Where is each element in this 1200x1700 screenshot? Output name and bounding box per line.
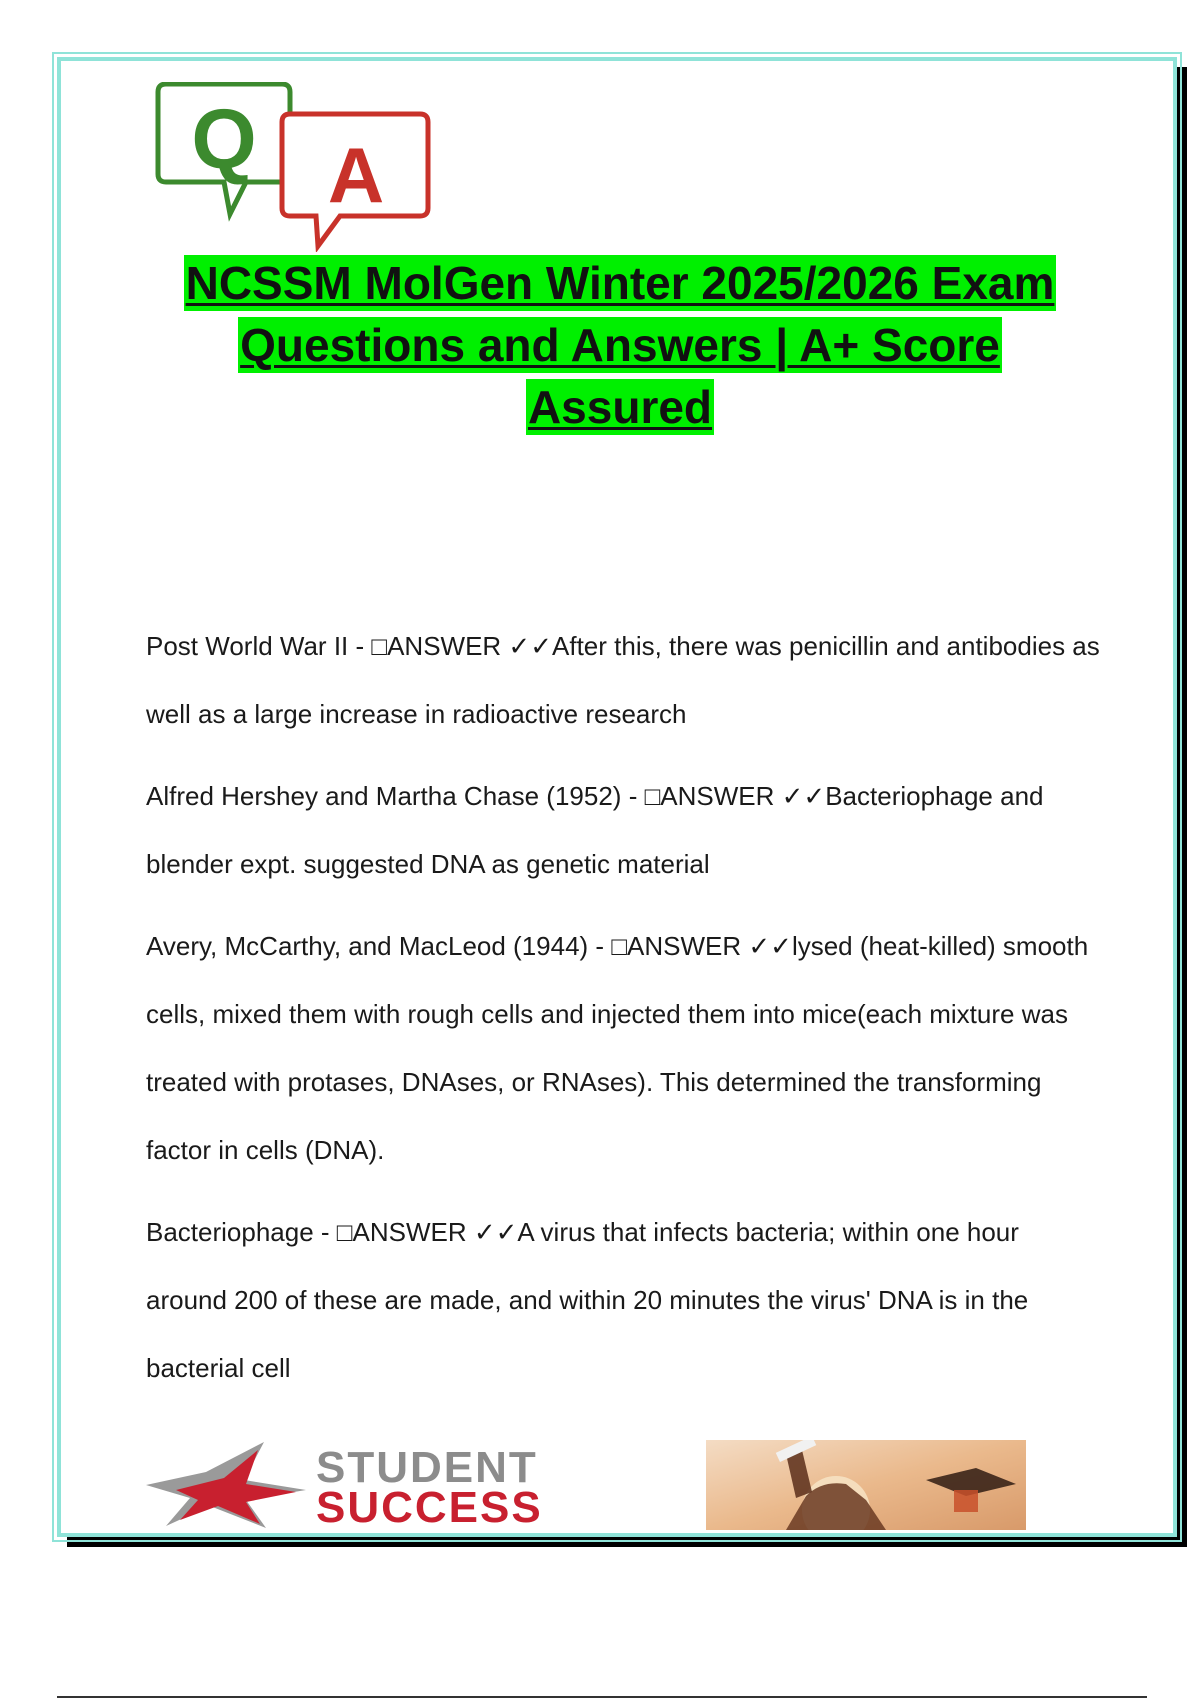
answer-text: Bacteriophage and blender expt. suggested DNA as genetic material (146, 781, 1044, 879)
document-title (120, 252, 1120, 438)
answer-text: lysed (heat-killed) smooth cells, mixed them with rough cells and injected them into mice(each mixture was treated with protases, DNAses, or RNAses). This determined the transforming factor in cells (DNA). (146, 931, 1089, 1165)
a-letter: A (327, 131, 385, 219)
a-speech-bubble-icon (282, 114, 428, 246)
qa-item (146, 762, 1106, 898)
answer-marker: □ANSWER ✓✓ (644, 781, 826, 811)
qa-item (146, 912, 1106, 1184)
q-speech-bubble-icon (158, 84, 290, 214)
question-text: Bacteriophage - (146, 1217, 337, 1247)
answer-marker: □ANSWER ✓✓ (336, 1217, 518, 1247)
qa-item (146, 1198, 1106, 1402)
answer-marker: □ANSWER ✓✓ (371, 631, 552, 661)
qa-logo (150, 82, 440, 252)
answer-marker: □ANSWER ✓✓ (611, 931, 792, 961)
title-line-3: Assured (527, 381, 713, 433)
page-bottom-rule (57, 1696, 1147, 1698)
question-text: Avery, McCarthy, and MacLeod (1944) - (146, 931, 612, 961)
answer-text: A virus that infects bacteria; within one hour around 200 of these are made, and within 20 minutes the virus' DNA is in the bacterial cell (146, 1217, 1029, 1383)
qa-item (146, 612, 1106, 748)
qa-list (146, 612, 1106, 1416)
brand-line-student: STUDENT (316, 1443, 538, 1492)
graduation-photo (706, 1440, 1026, 1530)
title-line-2: Questions and Answers | A+ Score (240, 319, 1000, 371)
brand-line-success: SUCCESS (316, 1483, 543, 1530)
title-line-1: NCSSM MolGen Winter 2025/2026 Exam (185, 257, 1055, 309)
student-success-banner (146, 1440, 1026, 1530)
q-letter: Q (191, 92, 257, 186)
answer-text: After this, there was penicillin and antibodies as well as a large increase in radioactive research (146, 631, 1100, 729)
question-text: Post World War II - (146, 631, 372, 661)
question-text: Alfred Hershey and Martha Chase (1952) - (146, 781, 645, 811)
star-logo-icon (146, 1442, 306, 1528)
